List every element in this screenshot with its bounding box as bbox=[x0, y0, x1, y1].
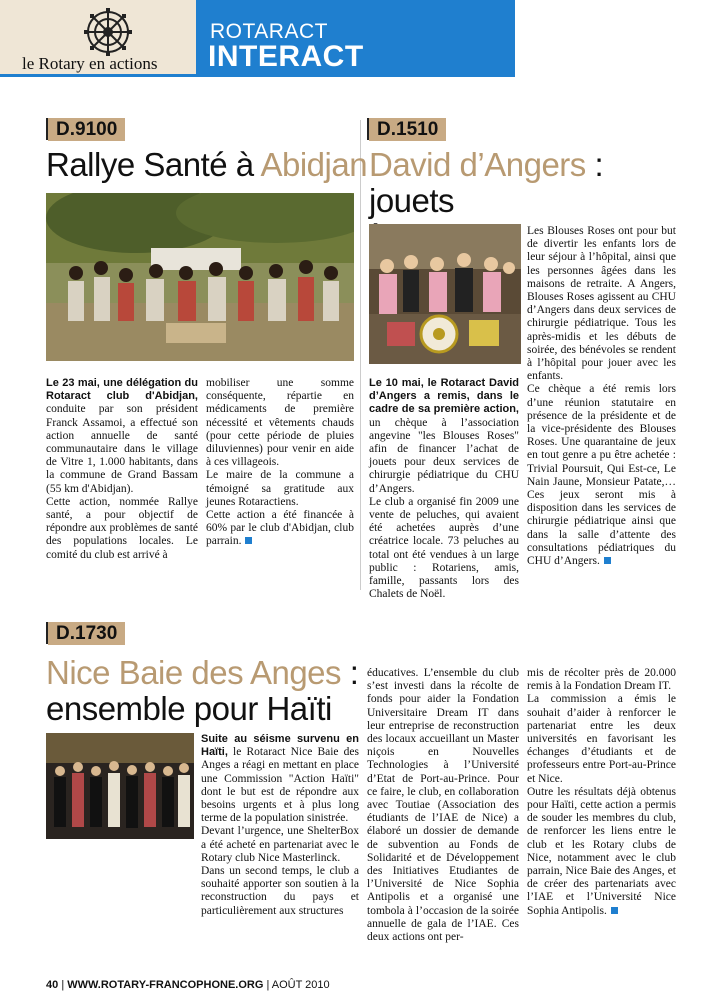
title-text: ensemble pour Haïti bbox=[46, 690, 332, 727]
title-highlight: Abidjan bbox=[260, 146, 368, 183]
column-divider bbox=[360, 120, 361, 590]
article-nice-col1 bbox=[201, 733, 359, 918]
paragraph: un chèque à l’association angevine "les Blouses Roses" afin de financer l’achat de jouets pour deux services de chirurgie pédiatrique du CHU d’Angers. bbox=[369, 416, 519, 495]
photo-abidjan bbox=[46, 193, 354, 361]
section-label-interact: INTERACT bbox=[208, 40, 364, 73]
section-label-rotaract: ROTARACT bbox=[210, 20, 328, 43]
footer-url[interactable]: WWW.ROTARY-FRANCOPHONE.ORG bbox=[67, 979, 264, 991]
page-footer bbox=[46, 979, 330, 991]
title-highlight: David d’Angers bbox=[369, 146, 586, 183]
photo-nice bbox=[46, 733, 194, 839]
end-mark-icon bbox=[604, 557, 611, 564]
paragraph: éducatives. L’ensemble du club s’est investi dans la récolte de fonds pour aider la Fondation Universitaire Dream IT dans leur entreprise de reconstruction des locaux accueillant un Master niçois en Nouvelles Technologies à l’Université d’Etat de Port-au-Prince. Pour ce faire, le club, en collaboration avec Toutiae (Association des étudiants de l’IAE de Nice) a élaboré un dossier de demande de subvention au Fonds de Solidarité et de Développement des Initiatives Etudiantes de l’Université de Nice Sophia Antipolis et a organisé une tombola à l’occasion de la soirée annuelle de gala de l’IAE. Ces deux actions ont per- bbox=[367, 667, 519, 944]
lead-in: Suite au séisme survenu en Haïti, bbox=[201, 733, 359, 759]
paragraph: Le maire de la commune a témoigné sa gratitude aux jeunes Rotaractiens. bbox=[206, 469, 354, 508]
end-mark-icon bbox=[611, 907, 618, 914]
article-title-nice bbox=[46, 655, 366, 727]
paragraph: Cette action, nommée Rallye santé, a pour objectif de répondre aux problèmes de santé des populations locales. Le comité du club est arrivé à bbox=[46, 495, 198, 561]
group-photo-illustration bbox=[46, 193, 354, 361]
district-tag-1730: D.1730 bbox=[48, 622, 125, 645]
article-nice-col2 bbox=[367, 667, 519, 944]
end-mark-icon bbox=[245, 537, 252, 544]
district-tag-9100: D.9100 bbox=[48, 118, 125, 141]
footer-date: AOÛT 2010 bbox=[271, 979, 330, 991]
district-tag-1510: D.1510 bbox=[369, 118, 446, 141]
paragraph: Cette action a été financée à 60% par le club d'Abidjan, club parrain. bbox=[206, 509, 354, 548]
footer-separator: | bbox=[61, 979, 68, 991]
paragraph: Le club a organisé fin 2009 une vente de peluches, qui avaient été achetées auprès d’une créatrice locale. 73 peluches au total ont été vendues à un large public : Rotariens, amis, famille, passants lors des Chalets de Noël. bbox=[369, 495, 519, 601]
title-text: : bbox=[341, 654, 359, 691]
group-photo-illustration bbox=[369, 224, 521, 364]
paragraph: conduite par son président Franck Assamoi, a effectué son action annuelle de santé communautaire dans le village de Vitre 1, 1.000 habitants, dans la commune de Grand Bassam (55 km d'Abidjan). bbox=[46, 403, 198, 495]
title-text: : jouets bbox=[369, 146, 604, 219]
article-abidjan-col1 bbox=[46, 377, 198, 562]
paragraph: Outre les résultats déjà obtenus pour Haïti, cette action a permis de souder les membres du club, de renforcer les liens entre le club et les Rotary clubs de Nice, notamment avec le club parrain, Nice Baie des Anges, et de créer des partenariats avec l’IAE et l’Université Nice Sophia Antipolis. bbox=[527, 785, 676, 917]
title-text: Rallye Santé à bbox=[46, 146, 261, 183]
paragraph: mis de récolter près de 20.000 remis à la Fondation Dream IT. bbox=[527, 667, 676, 693]
header-divider bbox=[0, 74, 515, 77]
article-title-abidjan bbox=[46, 147, 367, 183]
article-angers-col2 bbox=[527, 225, 676, 568]
photo-angers bbox=[369, 224, 521, 364]
group-photo-illustration bbox=[46, 733, 194, 839]
rotary-wheel-logo bbox=[84, 8, 132, 56]
paragraph: Les Blouses Roses ont pour but de divertir les enfants lors de leur séjour à l’hôpital, ainsi que les personnes âgées dans les maisons de retraite. A Angers, Blouses Roses agissent au CHU d’Angers dans deux services de chirurgie pédiatrique. Tous les après-midis et les débuts de soirée, des bénévoles se rendent à l’hôpital pour jouer avec les enfants. bbox=[527, 225, 676, 383]
lead-in: Le 23 mai, une délégation du Rotaract club d'Abidjan, bbox=[46, 377, 198, 403]
article-nice-col3 bbox=[527, 667, 676, 918]
paragraph: Devant l’urgence, une ShelterBox a été acheté en partenariat avec le Rotary club Nice Masterlinck. bbox=[201, 825, 359, 864]
paragraph: mobiliser une somme conséquente, répartie en médicaments de première nécessité et vêtements chauds (pour cette période de pluies diluviennes) pour venir en aide à ces villageois. bbox=[206, 377, 354, 469]
paragraph: La commission a émis le souhait d’aider à renforcer le partenariat entre les deux universités en favorisant les échanges d’étudiants et de professeurs entre Port-au-Prince et Nice. bbox=[527, 693, 676, 785]
lead-in: Le 10 mai, le Rotaract David d’Angers a remis, dans le cadre de sa première action, bbox=[369, 377, 519, 416]
page-number: 40 bbox=[46, 979, 59, 991]
article-angers-col1 bbox=[369, 377, 519, 601]
footer-separator: | bbox=[266, 979, 272, 991]
paragraph: le Rotaract Nice Baie des Anges a réagi en mettant en place une Commission "Action Haïti" dont le but est de répondre aux besoins urgents et à plus long terme de la population sinistrée. bbox=[201, 746, 359, 825]
article-abidjan-col2 bbox=[206, 377, 354, 549]
paragraph: Dans un second temps, le club a souhaité apporter son soutien à la reconstruction du pays et particulièrement aux structures bbox=[201, 865, 359, 917]
brand-tagline: le Rotary en actions bbox=[22, 54, 158, 73]
title-highlight: Nice Baie des Anges bbox=[46, 654, 342, 691]
paragraph: Ce chèque a été remis lors d’une réunion statutaire en présence de la présidente et de la vice-présidente des Blouses Roses. Une quarantaine de jeux en tout genre a pu être achetée : Trivial Poursuit, Qui Est-ce, Le Nain Jaune, Monsieur Patate,… Ces jeux seront mis à disposition dans les services de chirurgie pédiatrique ainsi que dans la salle d’attente des consultations pédiatriques du CHU d’Angers. bbox=[527, 383, 676, 568]
